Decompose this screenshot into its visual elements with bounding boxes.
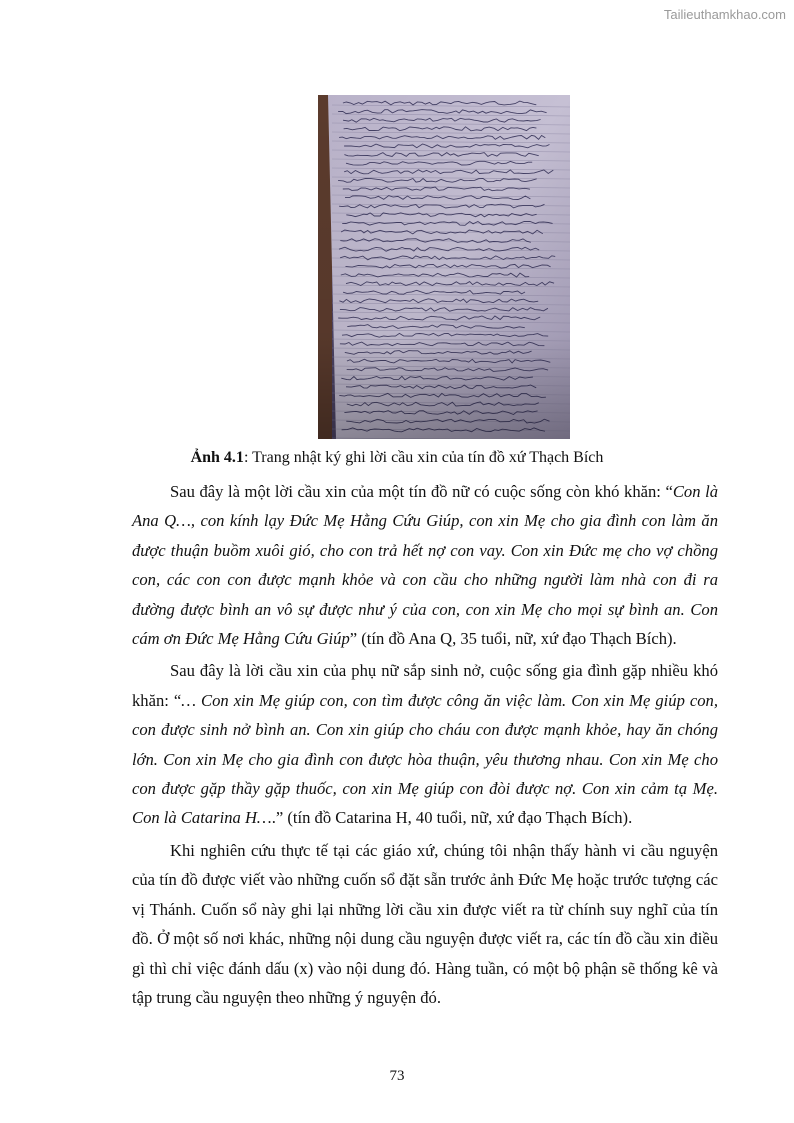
paragraph-outro: .” (tín đồ Catarina H, 40 tuổi, nữ, xứ đạo Thạch Bích). [271, 808, 633, 828]
diary-photo [318, 95, 570, 439]
paragraph-intro: Sau đây là lời cầu xin của phụ nữ sắp sinh nở, cuộc sống gia đình gặp nhiều khó khăn: “ [132, 661, 718, 710]
caption-text: : Trang nhật ký ghi lời cầu xin của tín đồ xứ Thạch Bích [243, 449, 604, 466]
figure-caption [0, 448, 794, 468]
page-number: 73 [389, 1068, 405, 1084]
body-text [132, 477, 718, 1012]
paragraph-ana-q [132, 477, 718, 653]
watermark: Tailieuthamkhao.com [663, 7, 786, 22]
paragraph-intro: Sau đây là một lời cầu xin của một tín đồ nữ có cuộc sống còn khó khăn: “ [170, 482, 673, 501]
prayer-quote: Con là Ana Q…, con kính lạy Đức Mẹ Hằng Cứu Giúp, con xin Mẹ cho gia đình con làm ăn được thuận buồm xuôi gió, cho con trả hết nợ con vay. Con xin Đức mẹ cho vợ chồng con, các con con được mạnh khỏe và con cầu cho những người làm nhà con đi ra đường được bình an vô sự được như ý của con, con xin Mẹ cho mọi sự bình an. Con cám ơn Đức Mẹ Hằng Cứu Giúp [132, 482, 719, 649]
caption-label: Ảnh 4.1 [190, 449, 244, 466]
paragraph-catarina-h [132, 656, 718, 832]
prayer-quote: … Con xin Mẹ giúp con, con tìm được công ăn việc làm. Con xin Mẹ giúp con, con được sinh nở bình an. Con xin giúp cho cháu con được mạnh khỏe, hay ăn chóng lớn. Con xin Mẹ cho gia đình con được hòa thuận, yêu thương nhau. Con xin Mẹ cho con được gặp thầy gặp thuốc, con xin Mẹ giúp con đòi được nợ. Con xin cảm tạ Mẹ. Con là Catarina H… [132, 690, 718, 828]
paragraph-outro: ” (tín đồ Ana Q, 35 tuổi, nữ, xứ đạo Thạch Bích). [349, 629, 677, 649]
paragraph-research-note: Khi nghiên cứu thực tế tại các giáo xứ, chúng tôi nhận thấy hành vi cầu nguyện của tín đồ được viết vào những cuốn sổ đặt sẵn trước ảnh Đức Mẹ hoặc trước tượng các vị Thánh. Cuốn sổ này ghi lại những lời cầu xin được viết ra từ chính suy nghĩ của tín đồ. Ở một số nơi khác, những nội dung cầu nguyện được viết ra, các tín đồ cầu xin điều gì thì chỉ việc đánh dấu (x) vào nội dung đó. Hàng tuần, có một bộ phận sẽ thống kê và tập trung cầu nguyện theo những ý nguyện đó. [132, 840, 718, 1007]
